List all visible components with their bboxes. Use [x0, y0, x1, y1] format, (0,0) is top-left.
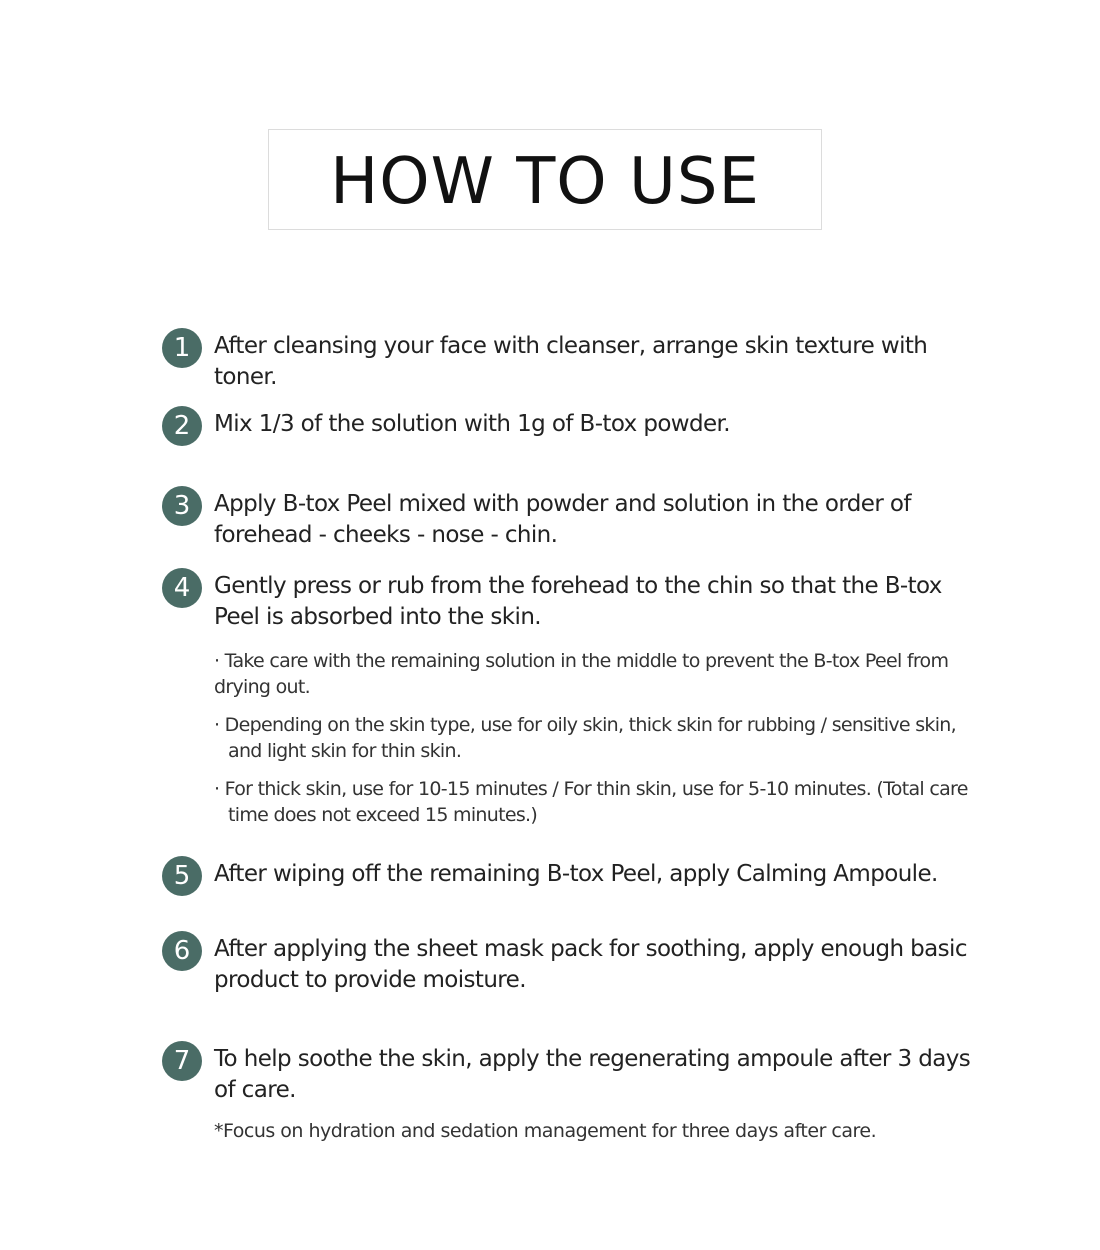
step-number-badge: 5 — [162, 856, 202, 896]
step-number-badge: 6 — [162, 931, 202, 971]
step-text: After wiping off the remaining B-tox Peel, apply Calming Ampoule. — [214, 861, 938, 887]
note-item: · Take care with the remaining solution in the middle to prevent the B-tox Peel from drying out. — [214, 650, 949, 698]
step-3 — [162, 486, 982, 551]
footnote: *Focus on hydration and sedation management for three days after care. — [214, 1120, 877, 1142]
note-item: · Depending on the skin type, use for oily skin, thick skin for rubbing / sensitive skin, and light skin for thin skin. — [214, 714, 956, 762]
page-title: HOW TO USE — [330, 144, 760, 219]
step-1 — [162, 328, 982, 393]
step-text: To help soothe the skin, apply the regenerating ampoule after 3 days of care. — [214, 1046, 971, 1103]
note-item: · For thick skin, use for 10-15 minutes / For thin skin, use for 5-10 minutes. (Total care time does not exceed 15 minutes.) — [214, 778, 968, 826]
step-4-notes — [214, 648, 984, 840]
step-number-badge: 7 — [162, 1041, 202, 1081]
step-text: Mix 1/3 of the solution with 1g of B-tox powder. — [214, 411, 731, 437]
step-text: After applying the sheet mask pack for soothing, apply enough basic product to provide moisture. — [214, 936, 967, 993]
title-box — [268, 129, 822, 230]
step-number-badge: 2 — [162, 406, 202, 446]
step-number-badge: 3 — [162, 486, 202, 526]
step-6 — [162, 931, 982, 996]
step-number-badge: 1 — [162, 328, 202, 368]
step-2 — [162, 406, 982, 440]
step-4 — [162, 568, 982, 633]
step-text: Apply B-tox Peel mixed with powder and solution in the order of forehead - cheeks - nose - chin. — [214, 491, 911, 548]
step-7 — [162, 1041, 982, 1106]
step-text: After cleansing your face with cleanser, arrange skin texture with toner. — [214, 333, 928, 390]
step-5 — [162, 856, 982, 890]
step-number-badge: 4 — [162, 568, 202, 608]
step-text: Gently press or rub from the forehead to the chin so that the B-tox Peel is absorbed into the skin. — [214, 573, 942, 630]
